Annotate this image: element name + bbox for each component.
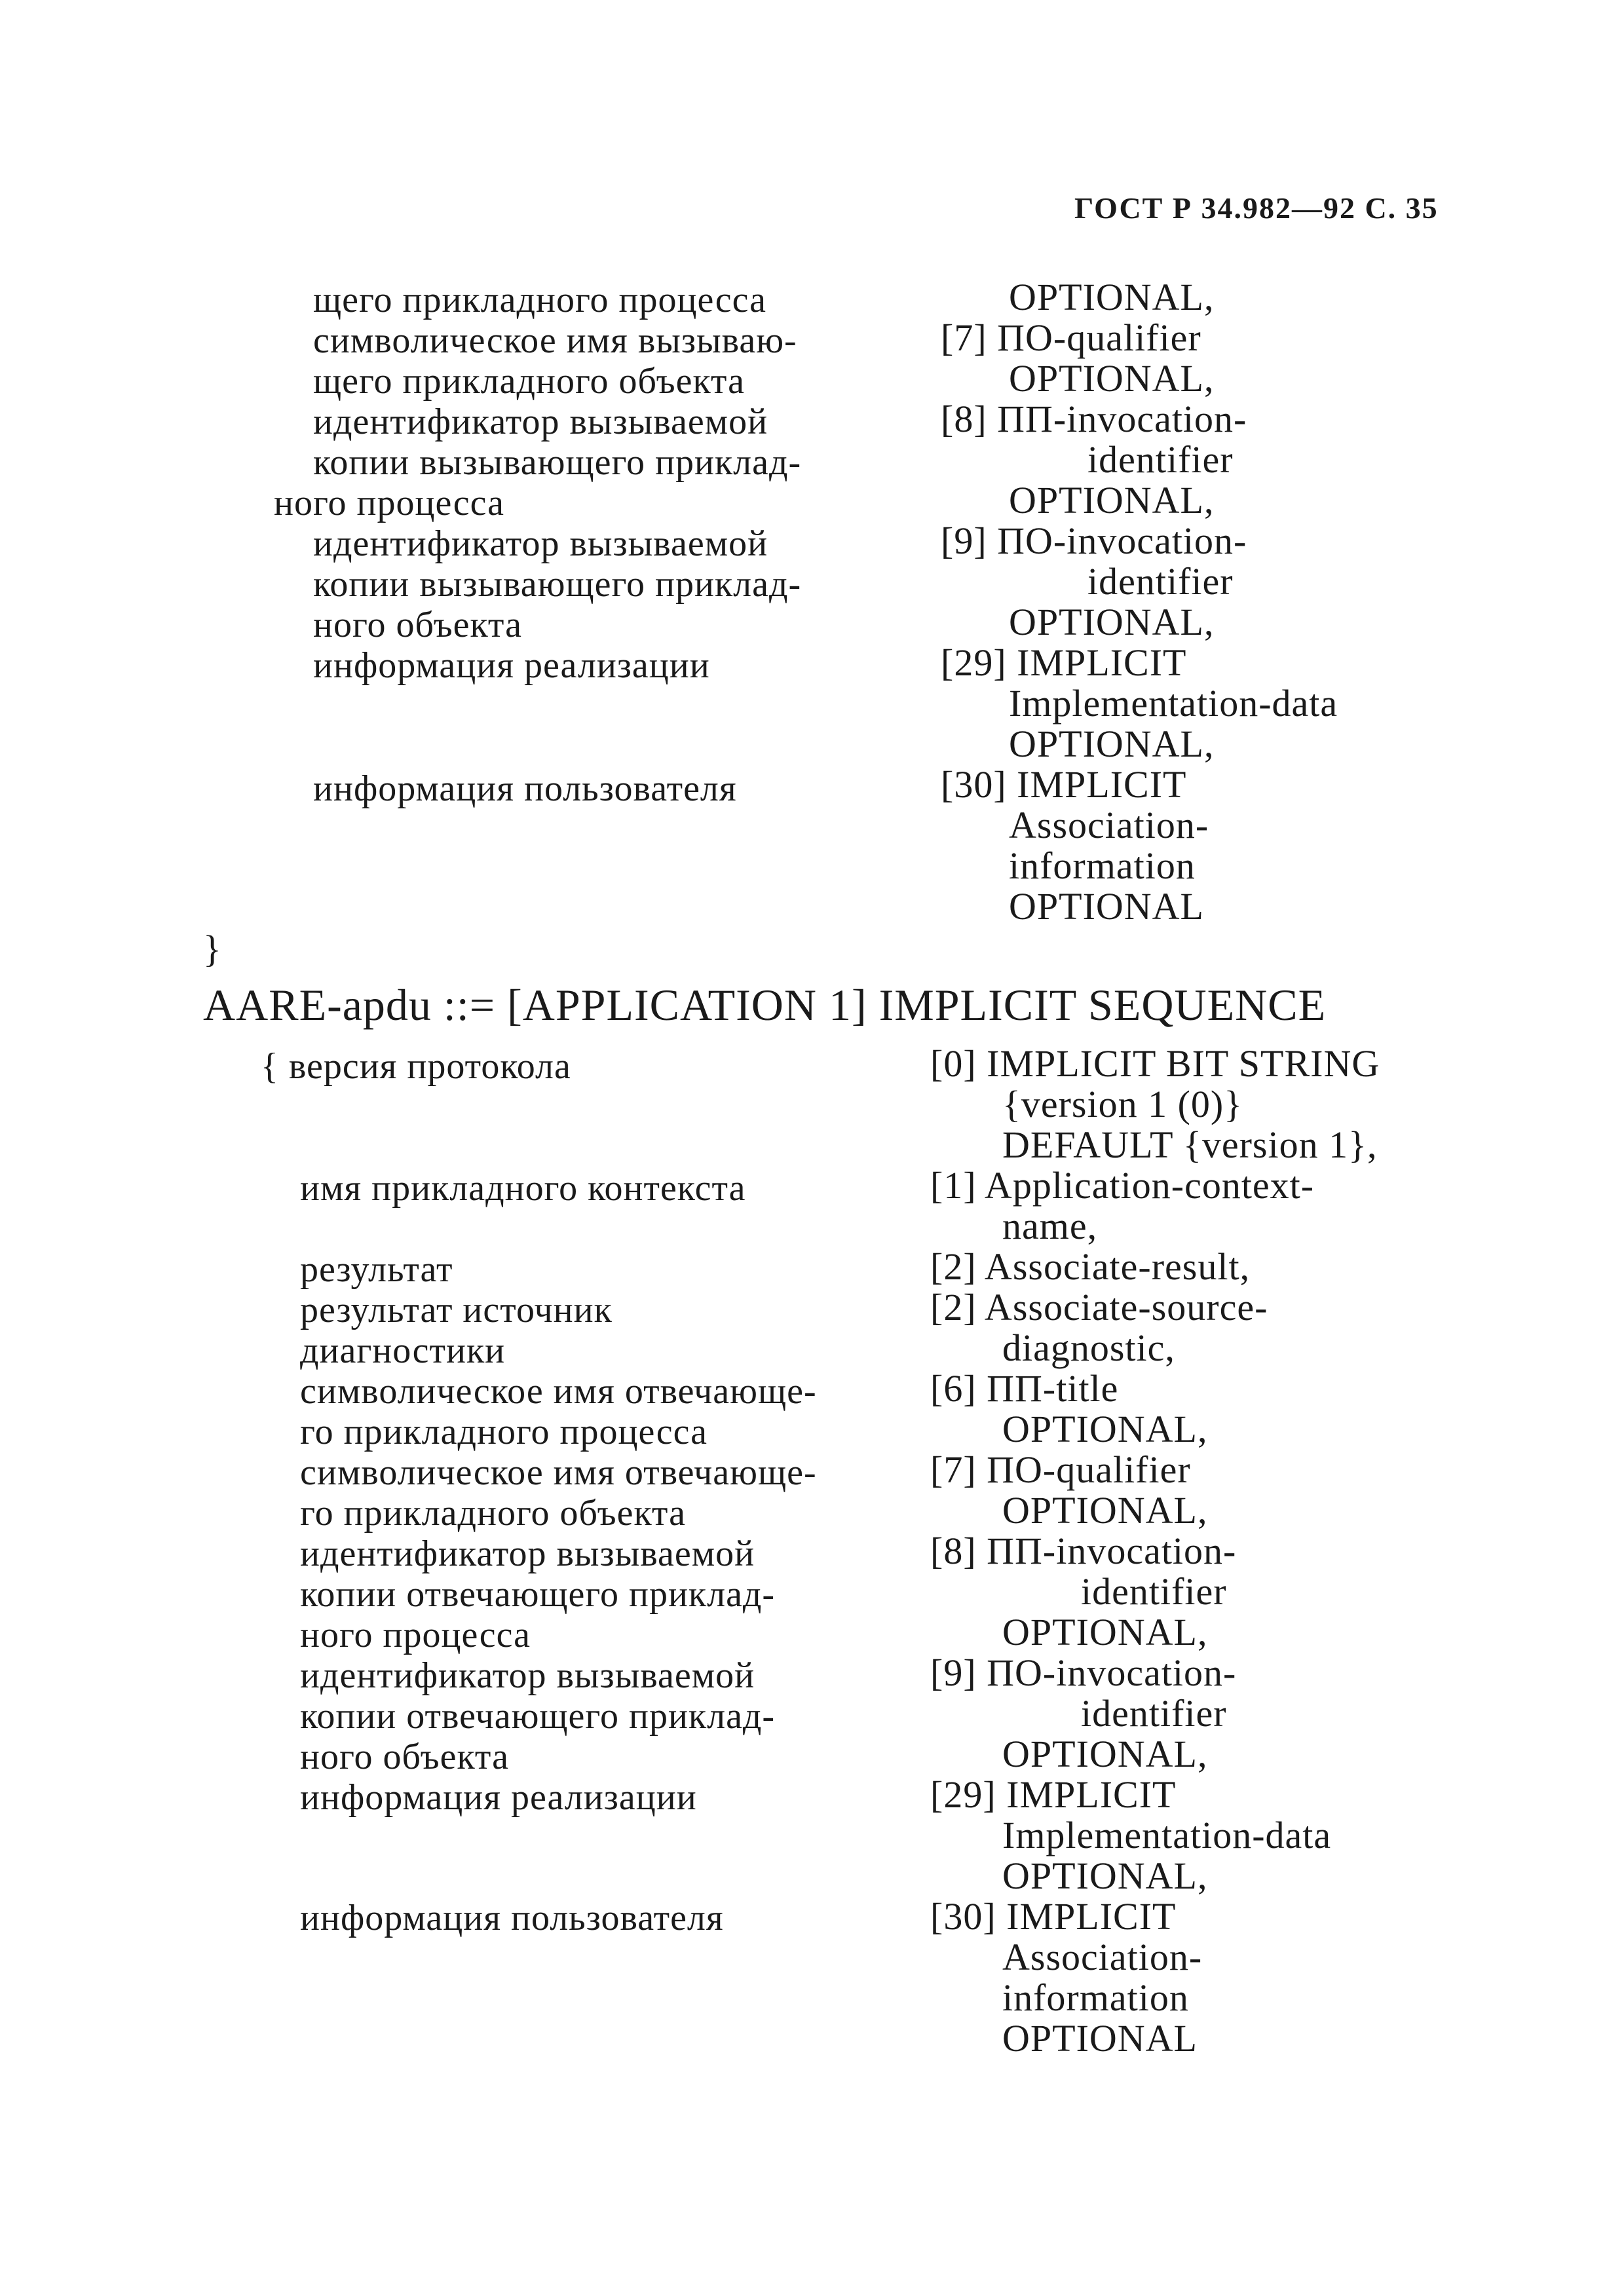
- field-description: символическое имя вызываю-: [313, 320, 797, 361]
- asn1-type: [7] ПО-qualifier: [941, 316, 1201, 359]
- field-description: ного объекта: [313, 605, 522, 645]
- asn1-type: OPTIONAL: [1002, 2017, 1198, 2060]
- asn1-type: diagnostic,: [1002, 1327, 1175, 1369]
- asn1-type: [1] Application-context-: [930, 1164, 1315, 1207]
- field-description: ного процесса: [274, 483, 504, 523]
- closing-brace: }: [203, 928, 222, 970]
- field-description: идентификатор вызываемой: [313, 402, 768, 442]
- asn1-type: [9] ПО-invocation-: [941, 519, 1247, 562]
- field-description: копии вызывающего приклад-: [313, 564, 802, 605]
- asn1-type: [29] IMPLICIT: [941, 641, 1187, 684]
- field-description: ного процесса: [300, 1615, 531, 1655]
- asn1-definition-heading: AARE-apdu ::= [APPLICATION 1] IMPLICIT SEQUENCE: [203, 980, 1327, 1030]
- asn1-type: OPTIONAL,: [1009, 357, 1215, 400]
- asn1-type: OPTIONAL: [1009, 885, 1204, 928]
- field-description: информация пользователя: [313, 768, 737, 809]
- field-description: щего прикладного объекта: [313, 361, 745, 402]
- asn1-type: identifier: [1087, 560, 1234, 603]
- field-description: информация пользователя: [300, 1898, 724, 1938]
- asn1-type: OPTIONAL,: [1009, 276, 1215, 318]
- field-description: ного объекта: [300, 1737, 509, 1777]
- field-description: копии отвечающего приклад-: [300, 1574, 776, 1615]
- asn1-type: [9] ПО-invocation-: [930, 1651, 1237, 1694]
- asn1-type: [29] IMPLICIT: [930, 1773, 1177, 1816]
- asn1-type: Association-: [1002, 1936, 1203, 1978]
- asn1-type: OPTIONAL,: [1002, 1854, 1208, 1897]
- asn1-type: OPTIONAL,: [1009, 479, 1215, 521]
- asn1-type: Implementation-data: [1002, 1814, 1332, 1856]
- asn1-type: DEFAULT {version 1},: [1002, 1123, 1378, 1166]
- asn1-type: [8] ПП-invocation-: [941, 398, 1247, 440]
- asn1-type: [8] ПП-invocation-: [930, 1530, 1237, 1572]
- asn1-type: identifier: [1087, 438, 1234, 481]
- asn1-type: [30] IMPLICIT: [941, 763, 1187, 806]
- field-description: информация реализации: [313, 645, 710, 686]
- field-description: копии отвечающего приклад-: [300, 1696, 776, 1737]
- field-description: идентификатор вызываемой: [300, 1655, 755, 1696]
- asn1-type: [2] Associate-source-: [930, 1286, 1268, 1328]
- asn1-type: identifier: [1081, 1570, 1227, 1613]
- field-description: символическое имя отвечающе-: [300, 1452, 817, 1493]
- field-description: имя прикладного контекста: [300, 1168, 746, 1209]
- asn1-type: Association-: [1009, 804, 1209, 846]
- field-description: го прикладного процесса: [300, 1412, 708, 1452]
- asn1-type: [6] ПП-title: [930, 1367, 1119, 1410]
- field-description: { версия протокола: [261, 1046, 571, 1087]
- asn1-type: OPTIONAL,: [1002, 1408, 1208, 1450]
- field-description: результат источник: [300, 1290, 613, 1330]
- field-description: информация реализации: [300, 1777, 697, 1818]
- asn1-type: [30] IMPLICIT: [930, 1895, 1177, 1938]
- asn1-type: information: [1009, 844, 1196, 887]
- asn1-type: OPTIONAL,: [1002, 1733, 1208, 1775]
- asn1-type: {version 1 (0)}: [1002, 1083, 1243, 1125]
- field-description: диагностики: [300, 1330, 506, 1371]
- field-description: го прикладного объекта: [300, 1493, 686, 1534]
- field-description: щего прикладного процесса: [313, 280, 766, 320]
- field-description: идентификатор вызываемой: [313, 523, 768, 564]
- page-header: ГОСТ Р 34.982—92 С. 35: [1074, 191, 1439, 225]
- asn1-type: name,: [1002, 1205, 1098, 1247]
- asn1-type: OPTIONAL,: [1002, 1489, 1208, 1532]
- asn1-type: OPTIONAL,: [1002, 1611, 1208, 1653]
- field-description: копии вызывающего приклад-: [313, 442, 802, 483]
- field-description: символическое имя отвечающе-: [300, 1371, 817, 1412]
- asn1-type: OPTIONAL,: [1009, 723, 1215, 765]
- asn1-type: [0] IMPLICIT BIT STRING: [930, 1042, 1380, 1085]
- asn1-type: information: [1002, 1976, 1189, 2019]
- field-description: идентификатор вызываемой: [300, 1534, 755, 1574]
- asn1-type: identifier: [1081, 1692, 1227, 1735]
- asn1-type: [2] Associate-result,: [930, 1245, 1251, 1288]
- asn1-type: OPTIONAL,: [1009, 601, 1215, 643]
- asn1-type: Implementation-data: [1009, 682, 1338, 725]
- field-description: результат: [300, 1249, 453, 1290]
- asn1-type: [7] ПО-qualifier: [930, 1448, 1191, 1491]
